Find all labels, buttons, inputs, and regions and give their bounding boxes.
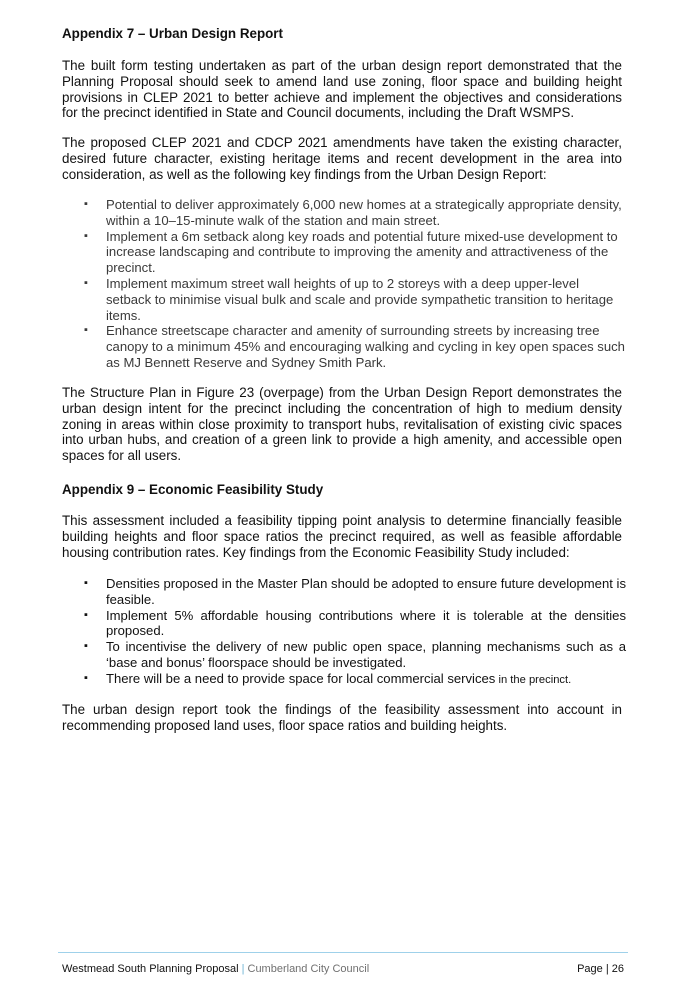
appendix-9-heading: Appendix 9 – Economic Feasibility Study — [62, 482, 324, 497]
list-item — [78, 576, 626, 608]
list-item — [78, 229, 626, 276]
list-item-text: Implement a 6m setback along key roads and potential future mixed-use development to increase landscaping and contribute to improving the amenity and attractiveness of the precinct. — [106, 228, 618, 276]
footer-divider — [58, 952, 628, 953]
appendix-7-paragraph-1: The built form testing undertaken as part of the urban design report demonstrated that the Planning Proposal should seek to amend land use zoning, floor space and building height provisions in CLEP 2021 to better achieve and implement the objectives and considerations for the precinct identified in State and Council documents, including the Draft WSMPS. — [62, 58, 622, 121]
footer-council-name: Cumberland City Council — [247, 963, 370, 975]
page-number: Page | 26 — [577, 963, 624, 975]
list-item — [78, 671, 626, 689]
bullet-icon: ▪ — [84, 276, 88, 289]
bullet-icon: ▪ — [84, 577, 88, 589]
bullet-icon: ▪ — [84, 229, 88, 242]
bullet-icon: ▪ — [84, 198, 88, 210]
footer-document-title: Westmead South Planning Proposal — [62, 963, 239, 975]
list-item — [78, 276, 626, 323]
list-item — [78, 197, 626, 229]
list-item-text: Enhance streetscape character and amenity of surrounding streets by increasing tree canopy to a minimum 45% and encouraging walking and cycling in key open spaces such as MJ Bennett Reserve and Sydney Smith Park. — [106, 323, 625, 370]
list-item — [78, 323, 626, 370]
appendix-7-paragraph-3: The Structure Plan in Figure 23 (overpage) from the Urban Design Report demonstrates the urban design intent for the precinct including the concentration of high to medium density zoning in areas within close proximity to transport hubs, revitalisation of existing civic spaces into urban hubs, and creation of a green link to provide a high amenity, and accessible open spaces for all users. — [62, 385, 622, 464]
list-item-text: Potential to deliver approximately 6,000 new homes at a strategically appropriate density, within a 10–15-minute walk of the station and main street. — [106, 197, 622, 228]
bullet-icon: ▪ — [84, 640, 88, 653]
list-item-text: There will be a need to provide space for local commercial services — [106, 670, 496, 686]
appendix-7-heading: Appendix 7 – Urban Design Report — [62, 26, 283, 41]
appendix-9-paragraph-2: The urban design report took the findings of the feasibility assessment into account in recommending proposed land uses, floor space ratios and building heights. — [62, 702, 622, 733]
bullet-icon: ▪ — [84, 324, 88, 337]
urban-design-findings-list — [78, 197, 626, 371]
list-item-text: Implement maximum street wall heights of up to 2 storeys with a deep upper-level setback to minimise visual bulk and scale and provide sympathetic transition to heritage items. — [106, 275, 614, 323]
list-item-text: Densities proposed in the Master Plan should be adopted to ensure future development is feasible. — [106, 576, 626, 607]
list-item-text: Implement 5% affordable housing contributions where it is tolerable at the densities proposed. — [106, 607, 626, 639]
bullet-icon: ▪ — [84, 671, 88, 684]
economic-findings-list — [78, 576, 626, 689]
list-item — [78, 608, 626, 640]
list-item-text-tail: in the precinct. — [495, 673, 572, 686]
appendix-7-paragraph-2: The proposed CLEP 2021 and CDCP 2021 amendments have taken the existing character, desired future character, existing heritage items and recent development in the area into consideration, as well as the following key findings from the Urban Design Report: — [62, 135, 622, 182]
list-item-text: To incentivise the delivery of new public open space, planning mechanisms such as a ‘base and bonus’ floorspace should be investigated. — [106, 639, 626, 670]
bullet-icon: ▪ — [84, 608, 88, 621]
appendix-9-paragraph-1: This assessment included a feasibility tipping point analysis to determine financially feasible building heights and floor space ratios the precinct required, as well as feasible affordable housing contribution rates. Key findings from the Economic Feasibility Study included: — [62, 513, 622, 560]
list-item — [78, 639, 626, 671]
page-footer — [62, 962, 624, 976]
footer-separator: | — [238, 963, 248, 975]
